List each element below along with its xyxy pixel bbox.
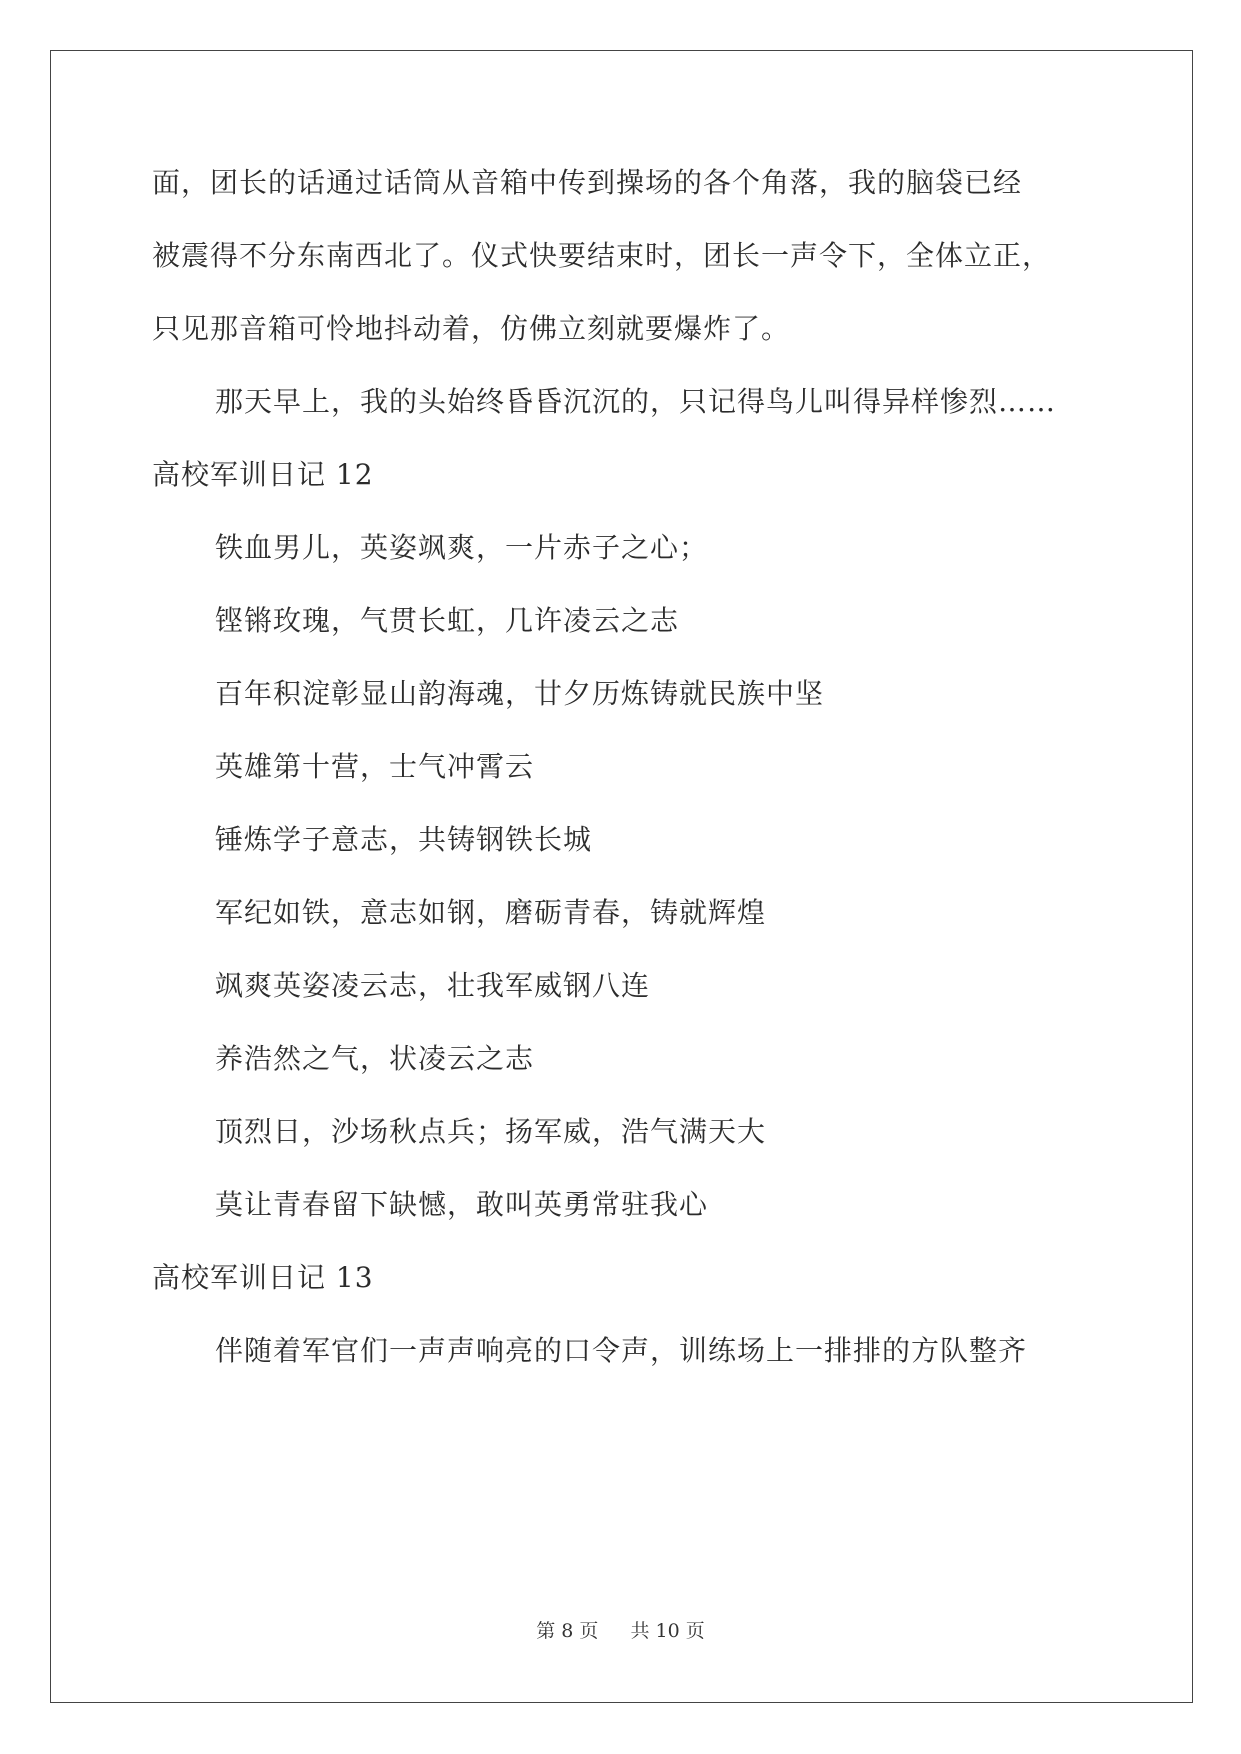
page-border bbox=[50, 50, 1193, 1703]
slogan-line-3: 百年积淀彰显山韵海魂，廿夕历炼铸就民族中坚 bbox=[215, 677, 825, 710]
body-line-5: 伴随着军官们一声声响亮的口令声，训练场上一排排的方队整齐 bbox=[215, 1334, 1028, 1367]
page-number-total: 共 10 页 bbox=[630, 1620, 705, 1642]
slogan-line-10: 莫让青春留下缺憾，敢叫英勇常驻我心 bbox=[215, 1188, 709, 1221]
slogan-line-5: 锤炼学子意志，共铸钢铁长城 bbox=[215, 823, 593, 856]
slogan-line-8: 养浩然之气，状凌云之志 bbox=[215, 1042, 535, 1075]
slogan-line-1: 铁血男儿，英姿飒爽，一片赤子之心； bbox=[215, 531, 709, 564]
slogan-line-6: 军纪如铁，意志如钢，磨砺青春，铸就辉煌 bbox=[215, 896, 767, 929]
body-line-1: 面，团长的话通过话筒从音箱中传到操场的各个角落，我的脑袋已经 bbox=[152, 166, 1023, 199]
page-footer bbox=[0, 1616, 1241, 1643]
slogan-line-7: 飒爽英姿凌云志，壮我军威钢八连 bbox=[215, 969, 651, 1002]
section-heading-13: 高校军训日记 13 bbox=[152, 1261, 374, 1294]
body-line-4: 那天早上，我的头始终昏昏沉沉的，只记得鸟儿叫得异样惨烈…… bbox=[215, 385, 1057, 418]
body-line-2: 被震得不分东南西北了。仪式快要结束时，团长一声令下，全体立正， bbox=[152, 239, 1052, 272]
slogan-line-2: 铿锵玫瑰，气贯长虹，几许凌云之志 bbox=[215, 604, 680, 637]
section-heading-12: 高校军训日记 12 bbox=[152, 458, 374, 491]
page-number-current: 第 8 页 bbox=[536, 1620, 599, 1642]
body-line-3: 只见那音箱可怜地抖动着，仿佛立刻就要爆炸了。 bbox=[152, 312, 791, 345]
slogan-line-9: 顶烈日，沙场秋点兵；扬军威，浩气满天大 bbox=[215, 1115, 767, 1148]
slogan-line-4: 英雄第十营，士气冲霄云 bbox=[215, 750, 535, 783]
